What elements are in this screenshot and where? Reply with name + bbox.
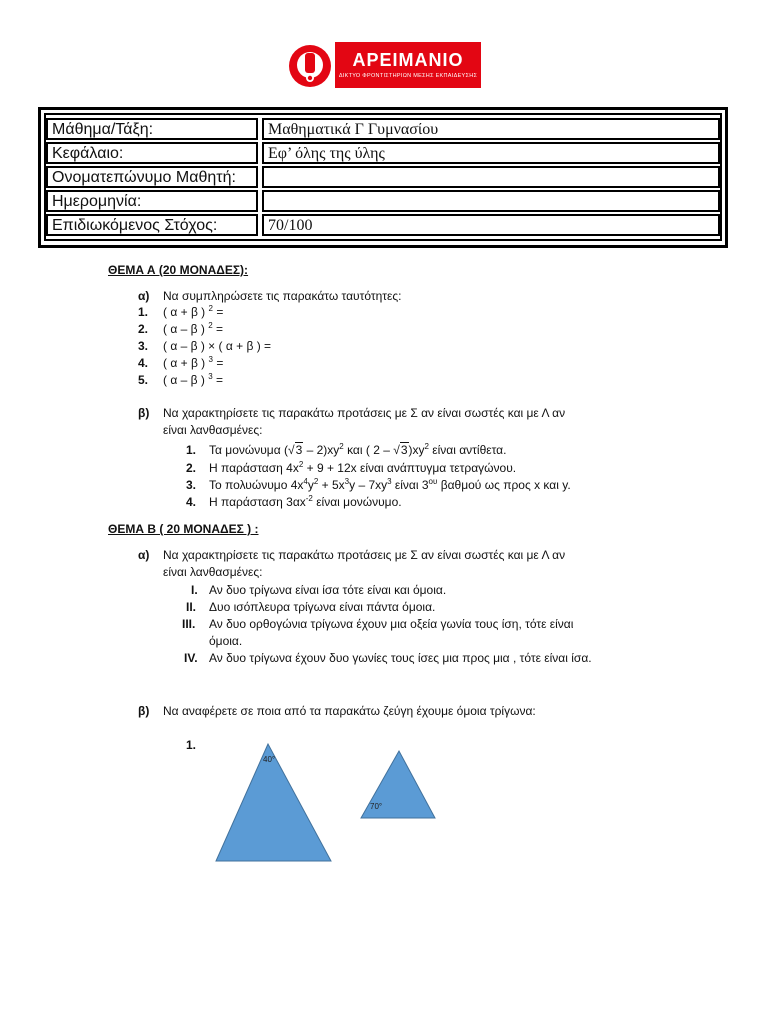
- statement-item: Αν δυο ορθογώνια τρίγωνα έχουν μια οξεία γωνία τους ίση, τότε είναι: [209, 617, 574, 631]
- theme-a-title: ΘΕΜΑ Α (20 ΜΟΝΑΔΕΣ):: [108, 263, 249, 277]
- angle-label-70: 70°: [370, 802, 383, 811]
- theme-a-part-a-marker: α): [138, 289, 150, 303]
- student-name-field[interactable]: [262, 166, 720, 188]
- identity-item: ( α – β ) × ( α + β ) =: [163, 339, 272, 353]
- theme-b-part-b-prompt: Να αναφέρετε σε ποια από τα παρακάτω ζεύγη έχουμε όμοια τρίγωνα:: [163, 704, 536, 718]
- brand-logo: [288, 42, 482, 88]
- item-number: 4.: [138, 356, 149, 370]
- logo-banner: [335, 42, 481, 88]
- item-number: 5.: [138, 373, 149, 387]
- item-number: 3.: [186, 478, 197, 492]
- theme-b-part-a-prompt: Να χαρακτηρίσετε τις παρακάτω προτάσεις με Σ αν είναι σωστές και με Λ αν: [163, 548, 566, 562]
- theme-a-part-b-prompt-cont: είναι λανθασμένες:: [163, 423, 263, 437]
- item-number: 3.: [138, 339, 149, 353]
- item-number: 1.: [186, 443, 197, 457]
- info-value: Μαθηματικά Γ Γυμνασίου: [262, 118, 720, 140]
- item-number: 2.: [186, 461, 197, 475]
- pair-number: 1.: [186, 738, 197, 752]
- identity-item: ( α – β ) $^2$ =: [163, 321, 223, 336]
- logo-subtitle: ΔΙΚΤΥΟ ΦΡΟΝΤΙΣΤΗΡΙΩΝ ΜΕΣΗΣ ΕΚΠΑΙΔΕΥΣΗΣ: [338, 73, 478, 79]
- theme-a-part-b-prompt: Να χαρακτηρίσετε τις παρακάτω προτάσεις με Σ αν είναι σωστές και με Λ αν: [163, 406, 566, 420]
- item-number: 1.: [138, 305, 149, 319]
- identity-item: ( α + β ) $^2$ =: [163, 304, 224, 319]
- theme-b-part-a-prompt-cont: είναι λανθασμένες:: [163, 565, 263, 579]
- identity-item: ( α – β ) $^3$ =: [163, 372, 223, 387]
- identity-item: ( α + β ) $^3$ =: [163, 355, 224, 370]
- statement-item: Δυο ισόπλευρα τρίγωνα είναι πάντα όμοια.: [209, 600, 436, 614]
- statement-item: Τα μονώνυμα $(√3 - 2)xy^2$ και ( $2 - √3)xy^2$ είναι αντίθετα.: [209, 442, 507, 457]
- statement-item: Το πολυώνυμο $4x^4y^2 + 5x^3y - 7xy^3$ είναι $3^{o\upsilon}$ βαθμού ως προς x και y.: [209, 477, 571, 492]
- theme-b-title: ΘΕΜΑ Β ( 20 ΜΟΝΑΔΕΣ ) :: [108, 522, 259, 536]
- statement-item: Αν δυο τρίγωνα έχουν δυο γωνίες τους ίσες μια προς μια , τότε είναι ίσα.: [209, 651, 592, 665]
- info-label: Μάθημα/Τάξη:: [46, 118, 258, 140]
- statement-item: Αν δυο τρίγωνα είναι ίσα τότε είναι και όμοια.: [209, 583, 447, 597]
- statement-item: Η παράσταση $3\alpha x^{-2}$ είναι μονώνυμο.: [209, 494, 402, 509]
- item-number: 2.: [138, 322, 149, 336]
- info-label: Ονοματεπώνυμο Μαθητή:: [46, 166, 258, 188]
- angle-label-40: 40°: [263, 755, 276, 764]
- info-label: Ημερομηνία:: [46, 190, 258, 212]
- logo-wordmark: ΑΡΕΙΜΑΝΙΟ: [352, 50, 464, 70]
- info-label: Επιδιωκόμενος Στόχος:: [46, 214, 258, 236]
- theme-a-part-a-prompt: Να συμπληρώσετε τις παρακάτω ταυτότητες:: [163, 289, 402, 303]
- info-label: Κεφάλαιο:: [46, 142, 258, 164]
- item-number: 4.: [186, 495, 197, 509]
- item-number: II.: [186, 600, 197, 614]
- statement-item-cont: όμοια.: [209, 634, 243, 648]
- item-number: III.: [182, 617, 196, 631]
- item-number: IV.: [184, 651, 198, 665]
- info-value: 70/100: [262, 214, 720, 236]
- info-value: Εφ’ όλης της ύλης: [262, 142, 720, 164]
- statement-item: Η παράσταση $4x^2 + 9 + 12x$ είναι ανάπτυγμα τετραγώνου.: [209, 460, 517, 475]
- triangle-pair-figure: [210, 740, 445, 865]
- logo-emblem-icon: [288, 44, 332, 88]
- theme-b-part-b-marker: β): [138, 704, 150, 718]
- theme-b-part-a-marker: α): [138, 548, 150, 562]
- date-field[interactable]: [262, 190, 720, 212]
- item-number: I.: [191, 583, 198, 597]
- theme-a-part-b-marker: β): [138, 406, 150, 420]
